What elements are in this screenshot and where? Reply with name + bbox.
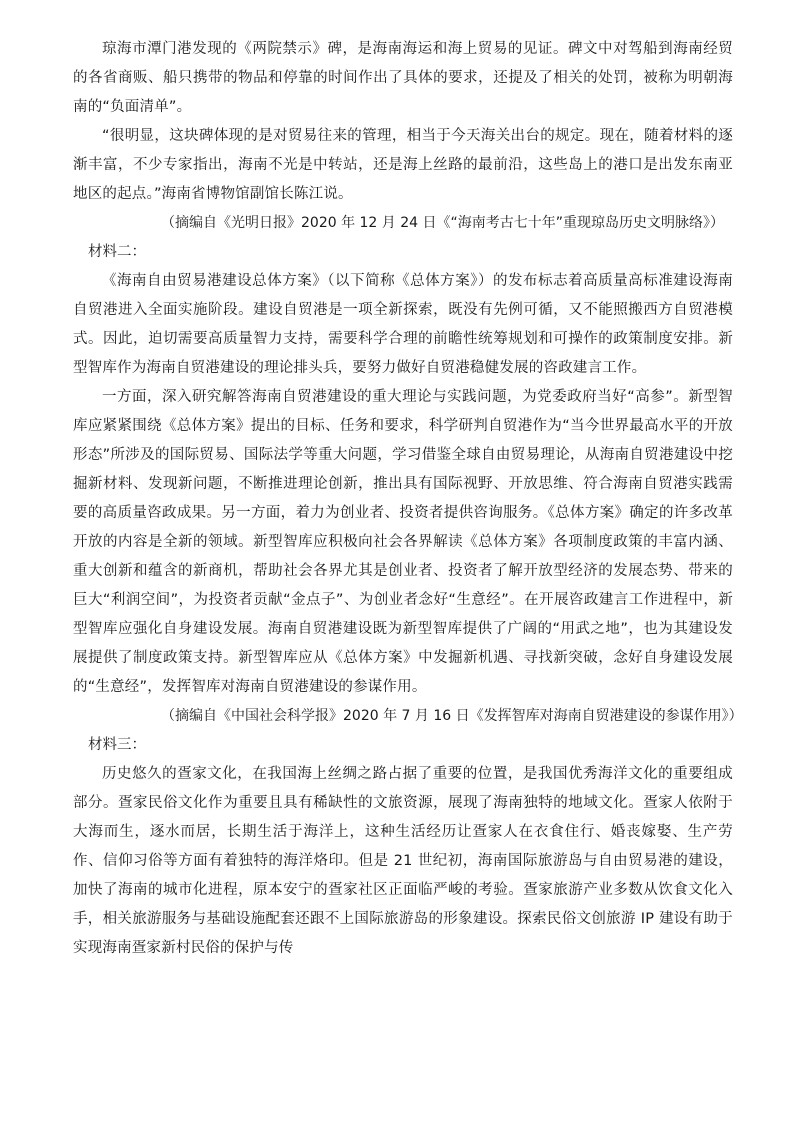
- material-2-paragraph-2: 一方面，深入研究解答海南自贸港建设的重大理论与实践问题，为党委政府当好“高参”。新型智库应紧紧围绕《总体方案》提出的目标、任务和要求，科学研判自贸港作为“当今世界最高水平的开放形态”所涉及的国际贸易、国际法学等重大问题，学习借鉴全球自由贸易理论，从海南自贸港建设中挖掘新材料、发现新问题，不断推进理论创新，推出具有国际视野、开放思维、符合海南自贸港实践需要的高质量咨政成果。另一方面，着力为创业者、投资者提供咨询服务。《总体方案》确定的许多改革开放的内容是全新的领域。新型智库应积极向社会各界解读《总体方案》各项制度政策的丰富内涵、重大创新和蕴含的新商机，帮助社会各界尤其是创业者、投资者了解开放型经济的发展态势、带来的巨大“利润空间”，为投资者贡献“金点子”、为创业者念好“生意经”。在开展咨政建言工作进程中，新型智库应强化自身建设发展。海南自贸港建设既为新型智库提供了广阔的“用武之地”，也为其建设发展提供了制度政策支持。新型智库应从《总体方案》中发掘新机遇、寻找新突破，念好自身建设发展的“生意经”，发挥智库对海南自贸港建设的参谋作用。: [73, 389, 733, 695]
- material-2-heading: 材料二：: [88, 244, 146, 260]
- material-1-paragraph-2: “很明显，这块碑体现的是对贸易往来的管理，相当于今天海关出台的规定。现在，随着材料的逐渐丰富，不少专家指出，海南不光是中转站，还是海上丝路的最前沿，这些岛上的港口是出发东南亚地区的起点。”海南省博物馆副馆长陈江说。: [73, 128, 733, 202]
- material-2-source: （摘编自《中国社会科学报》2020 年 7 月 16 日《发挥智库对海南自贸港建设的参谋作用》）: [161, 708, 743, 724]
- material-3-paragraph-1: 历史悠久的疍家文化，在我国海上丝绸之路占据了重要的位置，是我国优秀海洋文化的重要组成部分。疍家民俗文化作为重要且具有稀缺性的文旅资源，展现了海南独特的地域文化。疍家人依附于大海而生，逐水而居，长期生活于海洋上，这种生活经历让疍家人在衣食住行、婚丧嫁娶、生产劳作、信仰习俗等方面有着独特的海洋烙印。但是 21 世纪初，海南国际旅游岛与自由贸易港的建设，加快了海南的城市化进程，原本安宁的疍家社区正面临严峻的考验。疍家旅游产业多数从饮食文化入手，相关旅游服务与基础设施配套还跟不上国际旅游岛的形象建设。探索民俗文创旅游 IP 建设有助于实现海南疍家新村民俗的保护与传: [73, 766, 733, 956]
- document-body: [73, 35, 743, 963]
- material-1-source: （摘编自《光明日报》2020 年 12 月 24 日《“海南考古七十年”重现琼岛历史文明脉络》）: [161, 215, 725, 231]
- material-1-paragraph-1: 琼海市潭门港发现的《两院禁示》碑，是海南海运和海上贸易的见证。碑文中对驾船到海南经贸的各省商贩、船只携带的物品和停靠的时间作出了具体的要求，还提及了相关的处罚，被称为明朝海南的“负面清单”。: [73, 41, 733, 115]
- material-3-heading: 材料三：: [88, 737, 146, 753]
- material-2-paragraph-1: 《海南自由贸易港建设总体方案》（以下简称《总体方案》）的发布标志着高质量高标准建设海南自贸港进入全面实施阶段。建设自贸港是一项全新探索，既没有先例可循，又不能照搬西方自贸港模式。因此，迫切需要高质量智力支持，需要科学合理的前瞻性统筹规划和可操作的政策制度安排。新型智库作为海南自贸港建设的理论排头兵，要努力做好自贸港稳健发展的咨政建言工作。: [73, 273, 733, 376]
